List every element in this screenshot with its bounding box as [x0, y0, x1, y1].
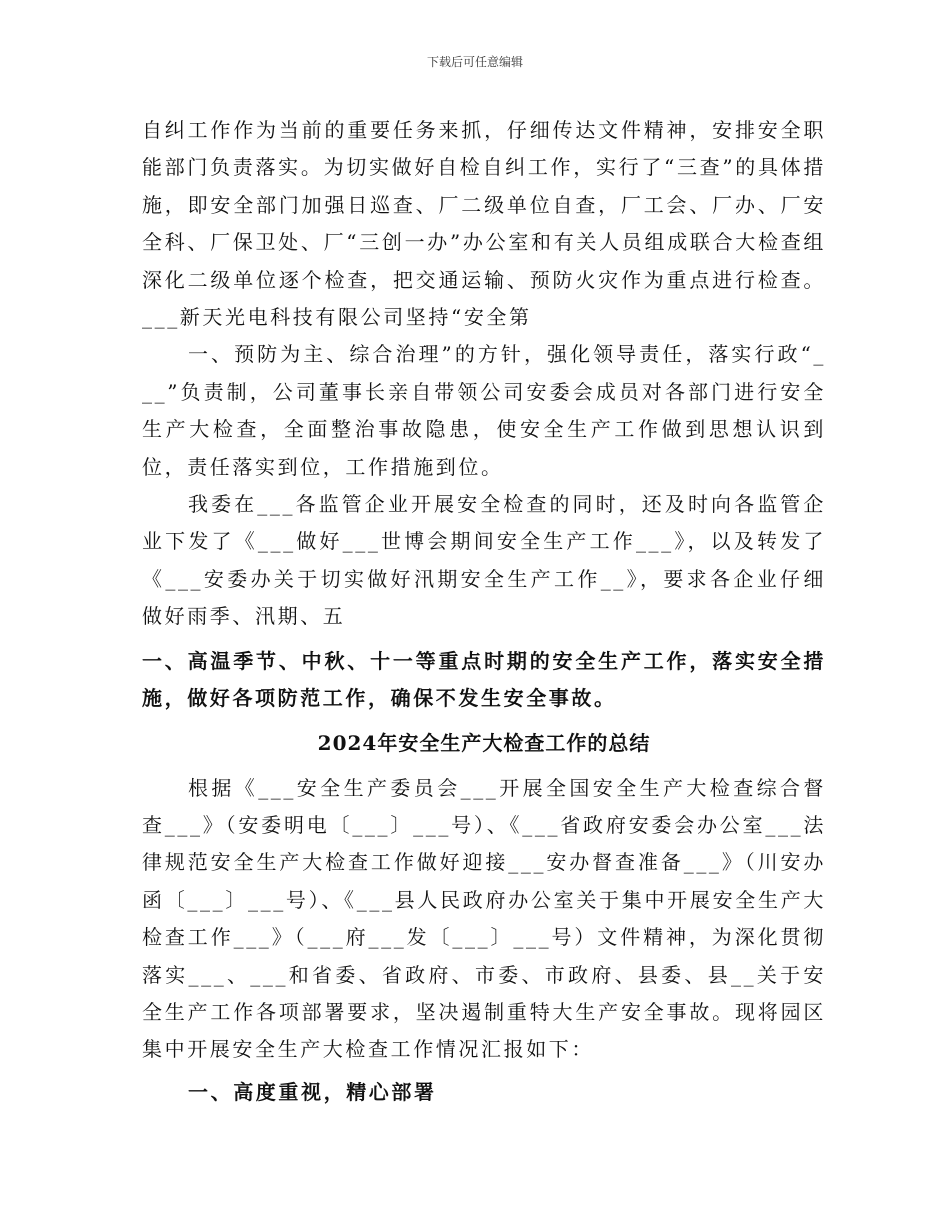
section-heading-1: 一、高度重视，精心部署	[188, 1079, 437, 1104]
paragraph-4-bold: 一、高温季节、中秋、十一等重点时期的安全生产工作，落实安全措施，做好各项防范工作，确保不发生安全事故。	[142, 648, 826, 711]
paragraph-2: 一、预防为主、综合治理”的方针，强化领导责任，落实行政“___”负责制，公司董事长亲自带领公司安委会成员对各部门进行安全生产大检查，全面整治事故隐患，使安全生产工作做到思想认识到位，责任落实到位，工作措施到位。	[142, 342, 826, 479]
page-header-note: 下载后可任意编辑	[426, 55, 523, 69]
document-title: 2024年安全生产大检查工作的总结	[317, 730, 651, 755]
paragraph-1: 自纠工作作为当前的重要任务来抓，仔细传达文件精神，安排安全职能部门负责落实。为切实做好自检自纠工作，实行了“三查”的具体措施，即安全部门加强日巡查、厂二级单位自查，厂工会、厂办、厂安全科、厂保卫处、厂“三创一办”办公室和有关人员组成联合大检查组深化二级单位逐个检查，把交通运输、预防火灾作为重点进行检查。___新天光电科技有限公司坚持“安全第	[142, 118, 826, 330]
paragraph-3: 我委在___各监管企业开展安全检查的同时，还及时向各监管企业下发了《___做好___世博会期间安全生产工作___》，以及转发了《___安委办关于切实做好汛期安全生产工作__》，要求各企业仔细做好雨季、汛期、五	[142, 492, 826, 629]
paragraph-5: 根据《___安全生产委员会___开展全国安全生产大检查综合督查___》（安委明电〔___〕___号）、《___省政府安委会办公室___法律规范安全生产大检查工作做好迎接___安办督查准备___》（川安办函〔___〕___号）、《___县人民政府办公室关于集中开展安全生产大检查工作___》（___府___发〔___〕___号）文件精神，为深化贯彻落实___、___和省委、省政府、市委、市政府、县委、县__关于安全生产工作各项部署要求，坚决遏制重特大生产安全事故。现将园区集中开展安全生产大检查工作情况汇报如下：	[142, 775, 826, 1062]
document-body	[142, 112, 826, 1111]
